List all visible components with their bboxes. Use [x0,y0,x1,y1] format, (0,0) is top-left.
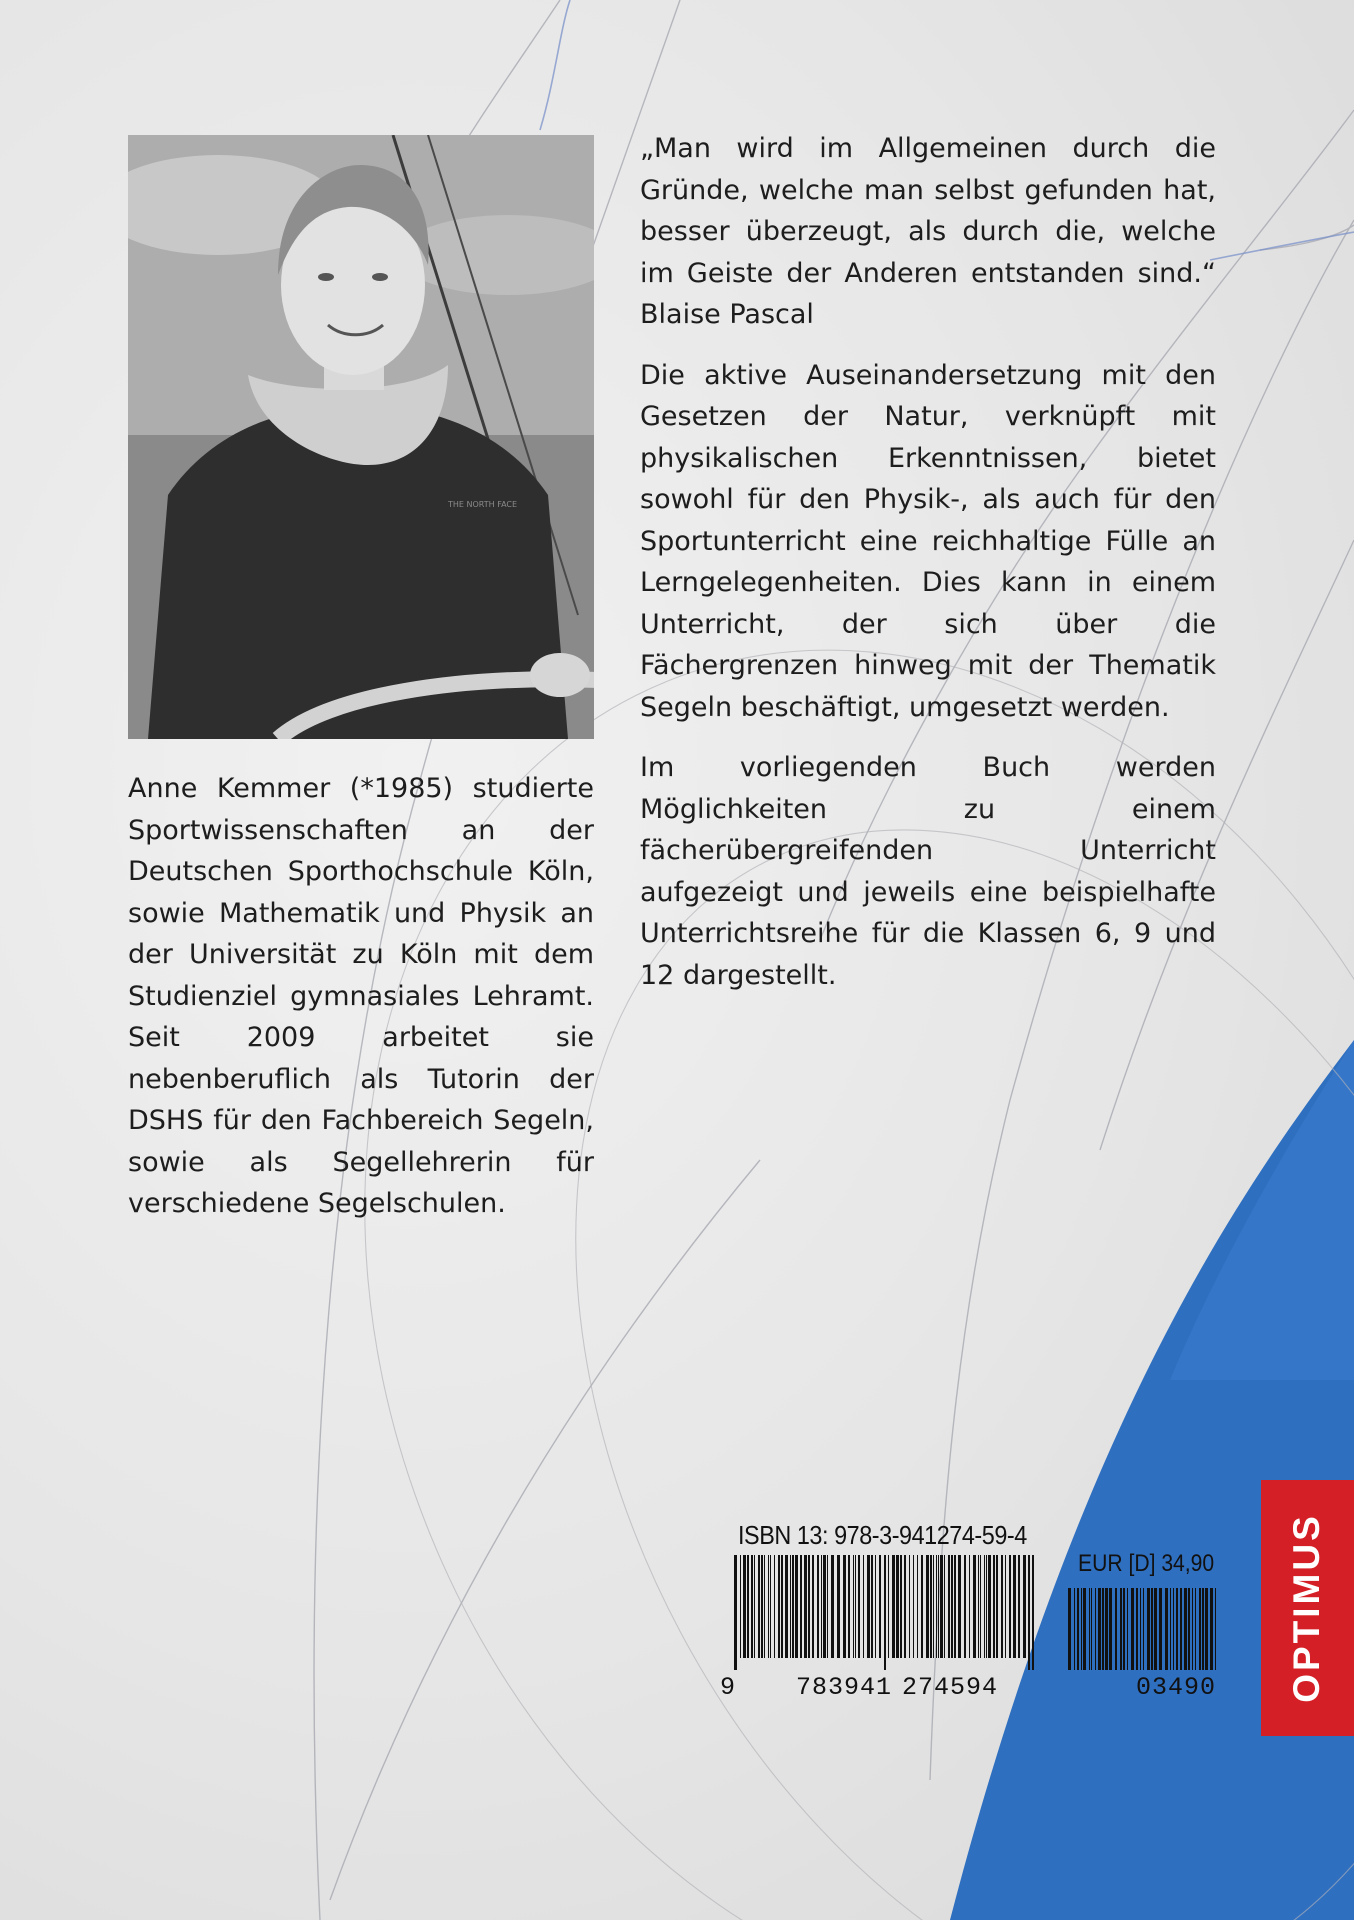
barcode-bar [913,1555,914,1658]
barcode-bar [785,1555,788,1658]
barcode-bar [855,1555,856,1658]
barcode-bar [1109,1588,1112,1670]
barcode-bar [1023,1555,1026,1658]
barcode-bar [896,1555,899,1658]
barcode-bar [754,1555,755,1658]
barcode-bar [1140,1588,1141,1670]
quote-text: „Man wird im Allgemeinen durch die Gründe, welche man selbst gefunden hat, besser überzeugt, als durch die, welche im Geiste der Anderen entstanden sind.“ Blaise Pascal [640,133,1216,330]
photo-jacket-logo: THE NORTH FACE [448,500,518,509]
photo-eye [318,273,334,281]
barcode-bar [743,1555,746,1658]
barcode-bar [1202,1588,1204,1670]
barcode-bar [980,1555,981,1658]
barcode-bar [1028,1555,1030,1670]
barcode-bar [858,1555,860,1658]
barcode-bar [758,1555,760,1658]
price-digits: 03490 [1136,1673,1217,1702]
barcode-bar [884,1555,886,1670]
barcode-bar [909,1555,910,1658]
barcode-bar [936,1555,937,1658]
barcode-bar [812,1555,814,1658]
barcode-bar [848,1555,850,1658]
author-bio-block [128,768,594,1244]
barcode-bar [1184,1588,1187,1670]
barcode-bar [988,1555,991,1658]
barcode-bar [1131,1588,1134,1670]
barcode-bar [1192,1588,1193,1670]
barcode-bar [768,1555,769,1658]
barcode-bar [808,1555,810,1658]
barcode-bar [958,1555,961,1658]
barcode-bar [993,1555,995,1658]
barcode-bar [1009,1555,1011,1658]
barcode-bar [1095,1588,1096,1670]
barcode-bar [795,1555,798,1658]
barcode-bar [761,1555,763,1658]
barcode-bar [1001,1555,1003,1658]
barcode-bar [948,1555,950,1658]
barcode-bar [734,1555,737,1670]
barcode-bar [863,1555,864,1658]
barcode-digit-first: 9 [720,1673,736,1702]
barcode-bar [843,1555,846,1658]
barcode-bar [831,1555,834,1658]
barcode-bar [781,1555,783,1658]
barcode-bar [954,1555,956,1658]
barcode-bar [770,1555,771,1658]
barcode-bar [1068,1588,1071,1670]
barcode-bar [996,1555,998,1658]
barcode-bar [804,1555,807,1658]
barcode-bar [964,1555,966,1658]
barcode-bar [973,1555,976,1658]
barcode-bar [778,1555,780,1658]
barcode-bar [800,1555,802,1658]
author-bio: Anne Kemmer (*1985) studierte Sportwissenschaften an der Deutschen Sporthochschule Köln, sowie Mathematik und Physik an der Universität zu Köln mit dem Studienziel gymnasiales Lehramt. Seit 2009 arbeitet sie nebenberuflich als Tutorin der DSHS für den Fachbereich Segeln, sowie als Segellehrerin für verschiedene Segelschulen. [128,773,594,1219]
barcode-bar [1077,1588,1079,1670]
barcode-bar [938,1555,939,1658]
barcode-bar [1210,1588,1213,1670]
barcode-digits-right: 274594 [902,1673,999,1702]
sail-rope [540,0,570,130]
barcode-bar [1074,1588,1075,1670]
barcode-bar [1215,1588,1216,1670]
barcode-bar [892,1555,895,1658]
barcode-bar [764,1555,765,1658]
barcode-bar [853,1555,854,1658]
barcode-bar [1165,1588,1168,1670]
barcode-bar [817,1555,819,1658]
barcode-bar [1105,1588,1108,1670]
barcode-bar [951,1555,953,1658]
barcode-bar [867,1555,870,1658]
barcode-bar [1143,1588,1144,1670]
barcode-bar [875,1555,876,1658]
photo-hand [530,653,590,697]
barcode-bar [1098,1588,1101,1670]
publisher-logo [1261,1480,1354,1736]
barcode-bar [1136,1588,1138,1670]
barcode-bar [871,1555,873,1658]
barcode-bar [1176,1588,1178,1670]
barcode-bar [1173,1588,1174,1670]
barcode-bar [827,1555,828,1658]
barcode-bar [1127,1588,1128,1670]
barcode-bar [944,1555,945,1658]
barcode-bar [1205,1588,1208,1670]
barcode-bar [978,1555,979,1658]
barcode-bar [940,1555,943,1658]
barcode-bar [792,1555,794,1658]
barcode-bar [926,1555,929,1658]
barcode-bar [821,1555,822,1658]
sail-rope [1210,232,1354,260]
barcode-bar [1147,1588,1150,1670]
sail-seam-line [1260,225,1354,250]
barcode-bar [774,1555,775,1658]
barcode-bar [930,1555,932,1658]
barcode-bar [1199,1588,1201,1670]
barcode-bar [1151,1588,1153,1670]
author-photo [128,135,594,739]
isbn-barcode [734,1555,1034,1670]
barcode-bar [1154,1588,1157,1670]
price-barcode [1068,1588,1216,1670]
barcode-bar [986,1555,987,1658]
description-paragraph-1: Die aktive Auseinandersetzung mit den Gesetzen der Natur, verknüpft mit physikalischen Erkenntnissen, bietet sowohl für den Physik-, als auch für den Sportunterricht eine reichhaltige Fülle an Lerngelegenheiten. Dies kann in einem Unterricht, der sich über die Fächergrenzen hinweg mit der Thematik Segeln beschäftigt, umgesetzt werden. [640,359,1216,723]
barcode-bar [747,1555,749,1658]
barcode-bar [1018,1555,1020,1658]
barcode-bar [879,1555,881,1658]
barcode-bar [1180,1588,1182,1670]
barcode-bar [1188,1588,1190,1670]
barcode-bar [823,1555,826,1658]
barcode-bar [1081,1588,1082,1670]
barcode-bar [751,1555,753,1658]
barcode-bar [1032,1555,1034,1670]
barcode-bar [1159,1588,1162,1670]
barcode-bar [1123,1588,1125,1670]
barcode-bar [933,1555,934,1658]
barcode-bar [740,1555,741,1658]
barcode-bar [1102,1588,1104,1670]
sail-seam-line [330,1160,760,1900]
photo-eye [372,273,388,281]
barcode-digits-left: 783941 [796,1673,893,1702]
barcode-bar [1195,1588,1196,1670]
barcode-bar [1115,1588,1117,1670]
sail-blue-shade [1170,1040,1354,1380]
barcode-bar [1120,1588,1122,1670]
blurb-column [640,128,1216,1015]
barcode-bar [837,1555,840,1658]
barcode-bar [1083,1588,1086,1670]
barcode-bar [921,1555,923,1658]
barcode-bar [900,1555,902,1658]
barcode-bar [984,1555,985,1658]
barcode-bar [790,1555,791,1658]
isbn-label: ISBN 13: 978-3-941274-59-4 [738,1520,1027,1550]
barcode-bar [888,1555,889,1658]
barcode-bar [1013,1555,1016,1658]
barcode-bar [917,1555,918,1658]
barcode-bar [1005,1555,1006,1658]
barcode-bar [969,1555,970,1658]
barcode-bar [1170,1588,1171,1670]
barcode-bar [904,1555,906,1658]
publisher-name: OPTIMUS [1286,1513,1327,1703]
barcode-bar [1089,1588,1090,1670]
price-label: EUR [D] 34,90 [1078,1550,1215,1577]
barcode-bar [1091,1588,1092,1670]
description-paragraph-2: Im vorliegenden Buch werden Möglichkeiten zu einem fächerübergreifenden Unterricht aufgezeigt und jeweils eine beispielhafte Unterrichtsreihe für die Klassen 6, 9 und 12 dargestellt. [640,752,1216,991]
